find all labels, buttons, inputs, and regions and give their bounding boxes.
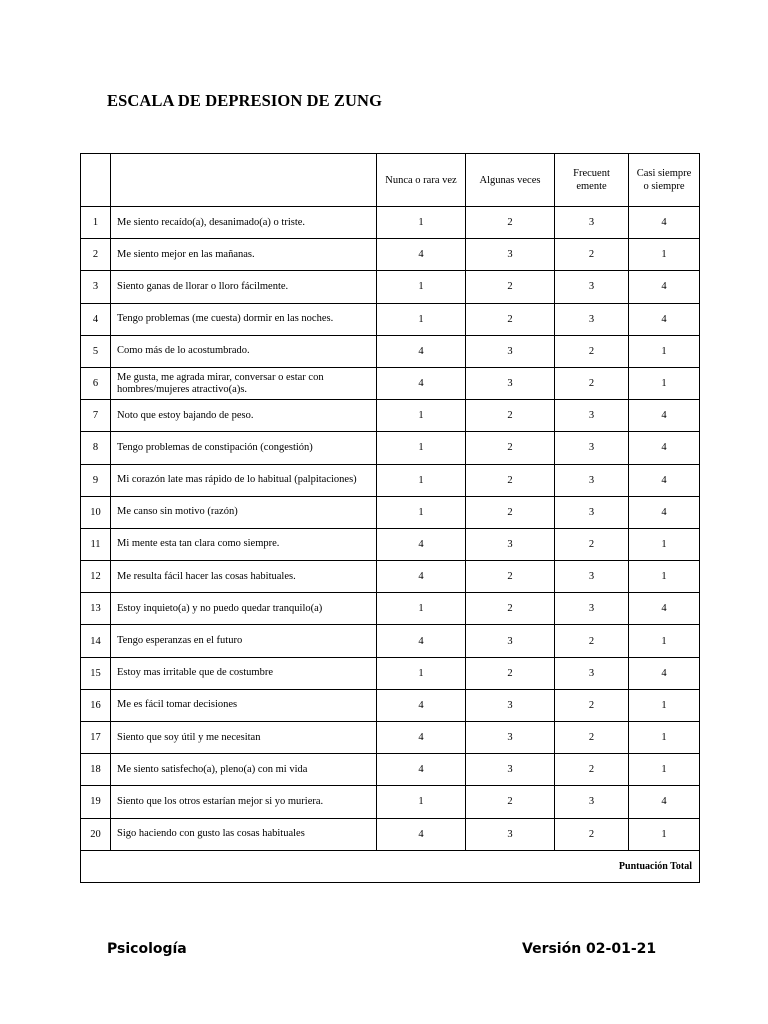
item-text: Siento que soy útil y me necesitan [111, 722, 377, 754]
score-casi-siempre: 1 [629, 561, 700, 593]
score-frecuentemente: 2 [555, 367, 629, 399]
score-nunca: 4 [377, 561, 466, 593]
score-nunca: 1 [377, 657, 466, 689]
table-row [81, 239, 700, 271]
score-nunca: 4 [377, 722, 466, 754]
score-casi-siempre: 1 [629, 335, 700, 367]
footer-department: Psicología [107, 941, 187, 957]
score-frecuentemente: 2 [555, 528, 629, 560]
score-casi-siempre: 1 [629, 367, 700, 399]
score-algunas: 3 [466, 528, 555, 560]
item-number: 17 [81, 722, 111, 754]
item-number: 5 [81, 335, 111, 367]
score-nunca: 4 [377, 818, 466, 850]
score-algunas: 3 [466, 625, 555, 657]
item-number: 19 [81, 786, 111, 818]
item-number: 6 [81, 367, 111, 399]
table-row [81, 528, 700, 560]
table-row [81, 722, 700, 754]
item-number: 18 [81, 754, 111, 786]
score-frecuentemente: 3 [555, 271, 629, 303]
score-nunca: 4 [377, 625, 466, 657]
score-casi-siempre: 1 [629, 722, 700, 754]
item-text: Me canso sin motivo (razón) [111, 496, 377, 528]
score-casi-siempre: 4 [629, 271, 700, 303]
table-row [81, 464, 700, 496]
footer-version: Versión 02-01-21 [522, 941, 657, 957]
score-algunas: 2 [466, 496, 555, 528]
item-number: 9 [81, 464, 111, 496]
score-nunca: 4 [377, 239, 466, 271]
score-nunca: 1 [377, 786, 466, 818]
table-row [81, 367, 700, 399]
item-number: 16 [81, 689, 111, 721]
item-text: Como más de lo acostumbrado. [111, 335, 377, 367]
item-number: 20 [81, 818, 111, 850]
score-nunca: 4 [377, 528, 466, 560]
item-number: 13 [81, 593, 111, 625]
table-row [81, 689, 700, 721]
item-number: 14 [81, 625, 111, 657]
score-frecuentemente: 3 [555, 593, 629, 625]
score-casi-siempre: 1 [629, 239, 700, 271]
score-frecuentemente: 3 [555, 207, 629, 239]
item-text: Me es fácil tomar decisiones [111, 689, 377, 721]
score-casi-siempre: 4 [629, 303, 700, 335]
score-casi-siempre: 1 [629, 528, 700, 560]
item-text: Mi corazón late mas rápido de lo habitual (palpitaciones) [111, 464, 377, 496]
score-casi-siempre: 4 [629, 657, 700, 689]
item-number: 10 [81, 496, 111, 528]
item-text: Estoy mas irritable que de costumbre [111, 657, 377, 689]
score-frecuentemente: 2 [555, 818, 629, 850]
table-row [81, 271, 700, 303]
item-number: 15 [81, 657, 111, 689]
table-row [81, 496, 700, 528]
score-nunca: 1 [377, 496, 466, 528]
score-algunas: 2 [466, 271, 555, 303]
score-frecuentemente: 2 [555, 754, 629, 786]
table-header-row [81, 154, 700, 207]
score-casi-siempre: 4 [629, 432, 700, 464]
score-algunas: 3 [466, 754, 555, 786]
score-nunca: 4 [377, 335, 466, 367]
score-nunca: 4 [377, 367, 466, 399]
score-casi-siempre: 4 [629, 464, 700, 496]
table-row [81, 818, 700, 850]
item-text: Sigo haciendo con gusto las cosas habituales [111, 818, 377, 850]
table-row [81, 207, 700, 239]
table-row [81, 786, 700, 818]
column-header-casi-siempre: Casi siempre o siempre [629, 154, 700, 207]
item-text: Siento ganas de llorar o lloro fácilmente. [111, 271, 377, 303]
total-label: Puntuación Total [81, 850, 700, 882]
item-text: Tengo problemas de constipación (congestión) [111, 432, 377, 464]
score-frecuentemente: 2 [555, 239, 629, 271]
score-algunas: 2 [466, 207, 555, 239]
item-text: Me siento mejor en las mañanas. [111, 239, 377, 271]
header-number-cell [81, 154, 111, 207]
score-algunas: 2 [466, 303, 555, 335]
item-text: Me resulta fácil hacer las cosas habituales. [111, 561, 377, 593]
score-nunca: 4 [377, 754, 466, 786]
score-nunca: 4 [377, 689, 466, 721]
table-row [81, 303, 700, 335]
score-nunca: 1 [377, 464, 466, 496]
score-casi-siempre: 1 [629, 689, 700, 721]
header-item-cell [111, 154, 377, 207]
table-row [81, 561, 700, 593]
score-nunca: 1 [377, 400, 466, 432]
score-nunca: 1 [377, 271, 466, 303]
score-algunas: 3 [466, 722, 555, 754]
score-nunca: 1 [377, 303, 466, 335]
score-frecuentemente: 3 [555, 432, 629, 464]
item-text: Estoy inquieto(a) y no puedo quedar tranquilo(a) [111, 593, 377, 625]
score-casi-siempre: 4 [629, 400, 700, 432]
score-casi-siempre: 1 [629, 818, 700, 850]
item-text: Tengo esperanzas en el futuro [111, 625, 377, 657]
score-algunas: 2 [466, 464, 555, 496]
column-header-nunca: Nunca o rara vez [377, 154, 466, 207]
score-algunas: 2 [466, 400, 555, 432]
item-text: Me siento satisfecho(a), pleno(a) con mi vida [111, 754, 377, 786]
score-algunas: 3 [466, 689, 555, 721]
score-algunas: 3 [466, 818, 555, 850]
table-row [81, 754, 700, 786]
item-number: 7 [81, 400, 111, 432]
score-casi-siempre: 4 [629, 593, 700, 625]
score-frecuentemente: 2 [555, 689, 629, 721]
score-casi-siempre: 1 [629, 754, 700, 786]
score-algunas: 2 [466, 432, 555, 464]
score-frecuentemente: 3 [555, 400, 629, 432]
score-casi-siempre: 1 [629, 625, 700, 657]
table-row [81, 625, 700, 657]
item-number: 11 [81, 528, 111, 560]
score-frecuentemente: 3 [555, 561, 629, 593]
column-header-algunas: Algunas veces [466, 154, 555, 207]
item-number: 3 [81, 271, 111, 303]
score-frecuentemente: 3 [555, 464, 629, 496]
score-frecuentemente: 3 [555, 657, 629, 689]
score-nunca: 1 [377, 207, 466, 239]
score-algunas: 2 [466, 561, 555, 593]
item-number: 8 [81, 432, 111, 464]
score-algunas: 3 [466, 335, 555, 367]
score-frecuentemente: 2 [555, 335, 629, 367]
table-row [81, 657, 700, 689]
item-text: Noto que estoy bajando de peso. [111, 400, 377, 432]
score-casi-siempre: 4 [629, 786, 700, 818]
zung-scale-table [80, 153, 700, 883]
total-row [81, 850, 700, 882]
document-title: ESCALA DE DEPRESION DE ZUNG [107, 91, 383, 110]
score-frecuentemente: 2 [555, 625, 629, 657]
item-text: Tengo problemas (me cuesta) dormir en las noches. [111, 303, 377, 335]
table-row [81, 593, 700, 625]
score-algunas: 3 [466, 239, 555, 271]
score-algunas: 2 [466, 593, 555, 625]
score-frecuentemente: 3 [555, 496, 629, 528]
item-number: 4 [81, 303, 111, 335]
item-number: 2 [81, 239, 111, 271]
item-number: 12 [81, 561, 111, 593]
table-row [81, 432, 700, 464]
score-algunas: 2 [466, 786, 555, 818]
table-row [81, 335, 700, 367]
item-text: Siento que los otros estarían mejor si yo muriera. [111, 786, 377, 818]
score-casi-siempre: 4 [629, 207, 700, 239]
item-text: Mi mente esta tan clara como siempre. [111, 528, 377, 560]
score-frecuentemente: 3 [555, 303, 629, 335]
item-text: Me gusta, me agrada mirar, conversar o estar con hombres/mujeres atractivo(a)s. [111, 367, 377, 399]
score-algunas: 2 [466, 657, 555, 689]
column-header-frecuentemente: Frecuent emente [555, 154, 629, 207]
score-nunca: 1 [377, 432, 466, 464]
score-frecuentemente: 2 [555, 722, 629, 754]
score-algunas: 3 [466, 367, 555, 399]
score-nunca: 1 [377, 593, 466, 625]
score-frecuentemente: 3 [555, 786, 629, 818]
item-text: Me siento recaído(a), desanimado(a) o triste. [111, 207, 377, 239]
item-number: 1 [81, 207, 111, 239]
score-casi-siempre: 4 [629, 496, 700, 528]
table-row [81, 400, 700, 432]
